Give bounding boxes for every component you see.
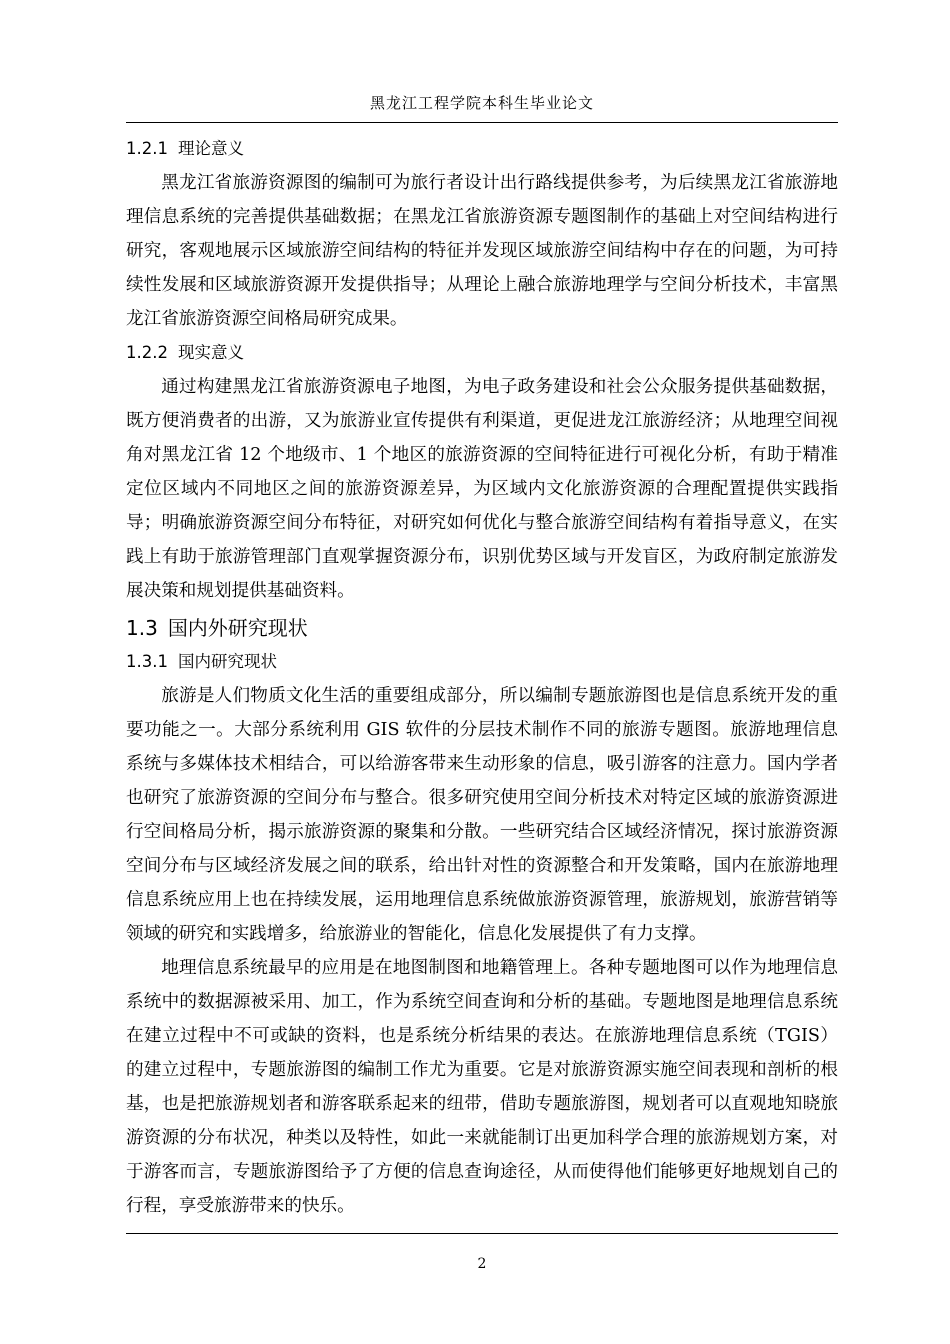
section-title: 国内外研究现状 (167, 616, 308, 640)
paragraph: 黑龙江省旅游资源图的编制可为旅行者设计出行路线提供参考，为后续黑龙江省旅游地理信息系统的完善提供基础数据；在黑龙江省旅游资源专题图制作的基础上对空间结构进行研究，客观地展示区域旅游空间结构的特征并发现区域旅游空间结构中存在的问题，为可持续性发展和区域旅游资源开发提供指导；从理论上融合旅游地理学与空间分析技术，丰富黑龙江省旅游资源空间格局研究成果。 (126, 173, 838, 329)
section-title: 理论意义 (177, 139, 244, 158)
section-heading-1-2-1 (126, 134, 838, 164)
section-heading-1-2-2 (126, 338, 838, 368)
section-title: 现实意义 (177, 343, 244, 362)
section-number: 1.2.2 (126, 343, 168, 362)
section-number: 1.2.1 (126, 139, 168, 158)
page-content (126, 132, 838, 1223)
footer-divider (126, 1233, 838, 1234)
page-number: 2 (477, 1256, 487, 1272)
section-title: 国内研究现状 (177, 652, 277, 671)
section-heading-1-3-1 (126, 647, 838, 677)
running-header: 黑龙江工程学院本科生毕业论文 (126, 88, 838, 123)
section-number: 1.3.1 (126, 652, 168, 671)
section-heading-1-3 (126, 611, 838, 645)
paragraph: 地理信息系统最早的应用是在地图制图和地籍管理上。各种专题地图可以作为地理信息系统中的数据源被采用、加工，作为系统空间查询和分析的基础。专题地图是地理信息系统在建立过程中不可或缺的资料，也是系统分析结果的表达。在旅游地理信息系统（TGIS）的建立过程中，专题旅游图的编制工作尤为重要。它是对旅游资源实施空间表现和剖析的根基，也是把旅游规划者和游客联系起来的纽带，借助专题旅游图，规划者可以直观地知晓旅游资源的分布状况，种类以及特性，如此一来就能制订出更加科学合理的旅游规划方案，对于游客而言，专题旅游图给予了方便的信息查询途径，从而使得他们能够更好地规划自己的行程，享受旅游带来的快乐。 (126, 958, 838, 1216)
paragraph: 通过构建黑龙江省旅游资源电子地图，为电子政务建设和社会公众服务提供基础数据，既方便消费者的出游，又为旅游业宣传提供有利渠道，更促进龙江旅游经济；从地理空间视角对黑龙江省 12 个地级市、1 个地区的旅游资源的空间特征进行可视化分析，有助于精准定位区域内不同地区之间的旅游资源差异，为区域内文化旅游资源的合理配置提供实践指导；明确旅游资源空间分布特征，对研究如何优化与整合旅游空间结构有着指导意义，在实践上有助于旅游管理部门直观掌握资源分布，识别优势区域与开发盲区，为政府制定旅游发展决策和规划提供基础资料。 (126, 377, 838, 601)
paragraph: 旅游是人们物质文化生活的重要组成部分，所以编制专题旅游图也是信息系统开发的重要功能之一。大部分系统利用 GIS 软件的分层技术制作不同的旅游专题图。旅游地理信息系统与多媒体技术相结合，可以给游客带来生动形象的信息，吸引游客的注意力。国内学者也研究了旅游资源的空间分布与整合。很多研究使用空间分析技术对特定区域的旅游资源进行空间格局分析，揭示旅游资源的聚集和分散。一些研究结合区域经济情况，探讨旅游资源空间分布与区域经济发展之间的联系，给出针对性的资源整合和开发策略，国内在旅游地理信息系统应用上也在持续发展，运用地理信息系统做旅游资源管理，旅游规划，旅游营销等领域的研究和实践增多，给旅游业的智能化，信息化发展提供了有力支撑。 (126, 686, 838, 944)
section-number: 1.3 (126, 616, 158, 640)
